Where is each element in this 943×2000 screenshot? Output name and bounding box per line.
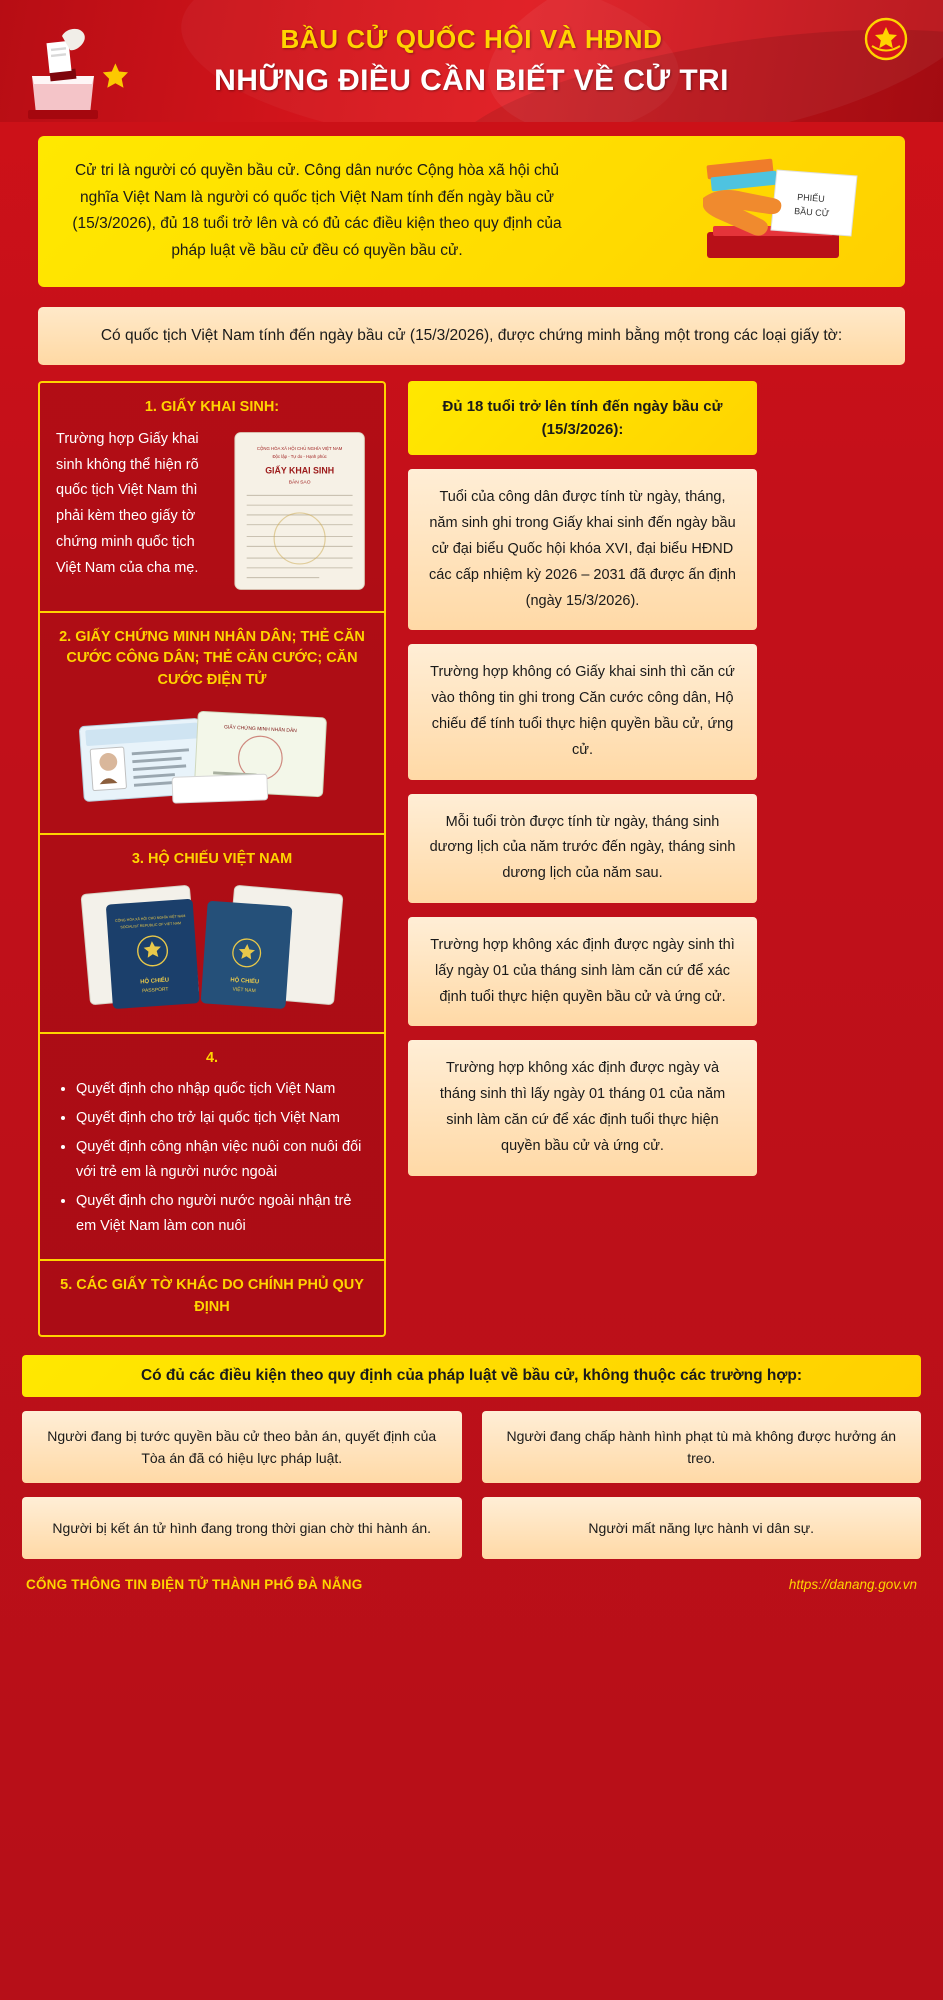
left-item-2 xyxy=(40,613,384,835)
exclusions-grid xyxy=(22,1411,921,1560)
nationality-proof-band: Có quốc tịch Việt Nam tính đến ngày bầu cử (15/3/2026), được chứng minh bằng một trong các loại giấy tờ: xyxy=(38,307,905,365)
list-item: • Quyết định cho nhập quốc tịch Việt Nam xyxy=(76,1077,368,1102)
left-item-2-heading: 2. GIẤY CHỨNG MINH NHÂN DÂN; THẺ CĂN CƯỚC CÔNG DÂN; THẺ CĂN CƯỚC; CĂN CƯỚC ĐIỆN TỬ xyxy=(59,628,365,689)
exclusion-card-3: Người bị kết án tử hình đang trong thời gian chờ thi hành án. xyxy=(22,1497,462,1559)
footer-source: CỔNG THÔNG TIN ĐIỆN TỬ THÀNH PHỐ ĐÀ NẴNG xyxy=(26,1577,363,1593)
left-item-1 xyxy=(40,383,384,613)
age-card-5: Trường hợp không xác định được ngày và tháng sinh thì lấy ngày 01 tháng 01 của năm sinh làm căn cứ để xác định tuổi thực hiện quyền bầu cử và ứng cử. xyxy=(408,1040,757,1175)
left-item-3 xyxy=(40,835,384,1034)
list-item: • Quyết định công nhận việc nuôi con nuôi đối với trẻ em là người nước ngoài xyxy=(76,1135,368,1185)
age-card-1: Tuổi của công dân được tính từ ngày, tháng, năm sinh ghi trong Giấy khai sinh đến ngày bầu cử đại biểu Quốc hội khóa XVI, đại biểu HĐND các cấp nhiệm kỳ 2026 – 2031 đã được ấn định (ngày 15/3/2026). xyxy=(408,469,757,630)
birth-certificate-image xyxy=(231,427,368,595)
right-column xyxy=(408,381,757,1176)
left-column xyxy=(38,381,386,1337)
hand-dropping-ballot-icon xyxy=(689,154,879,266)
page-title-line1: BẦU CỬ QUỐC HỘI VÀ HĐND xyxy=(280,24,663,54)
age-requirement-heading: Đủ 18 tuổi trở lên tính đến ngày bầu cử (15/3/2026): xyxy=(408,381,757,456)
svg-text:BẦU CỬ: BẦU CỬ xyxy=(793,206,830,219)
exclusion-card-1: Người đang bị tước quyền bầu cử theo bản án, quyết định của Tòa án đã có hiệu lực pháp luật. xyxy=(22,1411,462,1484)
svg-text:CỘNG HÒA XÃ HỘI CHỦ NGHĨA VIỆT: CỘNG HÒA XÃ HỘI CHỦ NGHĨA VIỆT NAM xyxy=(114,913,186,923)
left-item-3-heading: 3. HỘ CHIẾU VIỆT NAM xyxy=(131,850,293,867)
id-cards-image xyxy=(56,700,368,812)
content-columns xyxy=(38,381,905,1337)
exclusion-card-4: Người mất năng lực hành vi dân sự. xyxy=(482,1497,922,1559)
svg-text:HỘ CHIẾU: HỘ CHIẾU xyxy=(230,977,260,986)
age-card-3: Mỗi tuổi tròn được tính từ ngày, tháng sinh dương lịch của năm trước đến ngày, tháng sinh dương lịch của năm sau. xyxy=(408,794,757,903)
svg-text:GIẤY CHỨNG MINH NHÂN DÂN: GIẤY CHỨNG MINH NHÂN DÂN xyxy=(223,725,297,735)
left-item-1-text: Trường hợp Giấy khai sinh không thể hiện rõ quốc tịch Việt Nam thì phải kèm theo giấy tờ chứng minh quốc tịch Việt Nam của cha mẹ. xyxy=(56,430,199,576)
cert-caption-3: GIẤY KHAI SINH xyxy=(264,465,334,476)
page-title-line2: NHỮNG ĐIỀU CẦN BIẾT VỀ CỬ TRI xyxy=(214,64,729,97)
age-card-4: Trường hợp không xác định được ngày sinh thì lấy ngày 01 của tháng sinh làm căn cứ để xác định tuổi thực hiện quyền bầu cử và ứng cử. xyxy=(408,917,757,1026)
header-titles xyxy=(0,24,943,98)
svg-text:SOCIALIST REPUBLIC OF VIET NAM: SOCIALIST REPUBLIC OF VIET NAM xyxy=(120,920,182,930)
header xyxy=(0,0,943,122)
svg-text:PHIẾU: PHIẾU xyxy=(796,192,826,204)
intro-text: Cử tri là người có quyền bầu cử. Công dân nước Cộng hòa xã hội chủ nghĩa Việt Nam là người có quốc tịch Việt Nam tính đến ngày bầu cử (15/3/2026), đủ 18 tuổi trở lên và có đủ các điều kiện theo quy định của pháp luật về bầu cử đều có quyền bầu cử. xyxy=(72,162,562,259)
cert-caption-4: BẢN SAO xyxy=(288,480,311,486)
footer-url[interactable]: https://danang.gov.vn xyxy=(788,1577,917,1593)
svg-text:VIỆT NAM: VIỆT NAM xyxy=(232,987,256,994)
list-item: • Quyết định cho người nước ngoài nhận trẻ em Việt Nam làm con nuôi xyxy=(76,1189,368,1239)
age-card-2: Trường hợp không có Giấy khai sinh thì căn cứ vào thông tin ghi trong Căn cước công dân, Hộ chiếu để tính tuổi thực hiện quyền bầu cử, ứng cử. xyxy=(408,644,757,779)
vietnam-emblem-icon xyxy=(863,16,909,62)
list-item: • Quyết định cho trở lại quốc tịch Việt Nam xyxy=(76,1106,368,1131)
passport-label-2: PASSPORT xyxy=(142,987,169,994)
left-item-4 xyxy=(40,1034,384,1261)
passport-image xyxy=(56,879,368,1011)
left-item-5-heading: 5. CÁC GIẤY TỜ KHÁC DO CHÍNH PHỦ QUY ĐỊNH xyxy=(60,1277,364,1315)
exclusions-heading: Có đủ các điều kiện theo quy định của pháp luật về bầu cử, không thuộc các trường hợp: xyxy=(22,1355,921,1397)
left-item-4-bullets xyxy=(56,1077,368,1239)
cert-caption-1: CỘNG HÒA XÃ HỘI CHỦ NGHĨA VIỆT NAM xyxy=(256,445,343,451)
cert-caption-2: Độc lập - Tự do - Hạnh phúc xyxy=(272,453,327,459)
left-item-4-heading: 4. xyxy=(205,1049,219,1066)
left-item-5 xyxy=(40,1261,384,1335)
footer xyxy=(26,1577,917,1608)
intro-card xyxy=(38,136,905,287)
passport-label-1: HỘ CHIẾU xyxy=(140,977,170,986)
left-item-1-heading: 1. GIẤY KHAI SINH: xyxy=(144,398,280,415)
exclusion-card-2: Người đang chấp hành hình phạt tù mà không được hưởng án treo. xyxy=(482,1411,922,1484)
